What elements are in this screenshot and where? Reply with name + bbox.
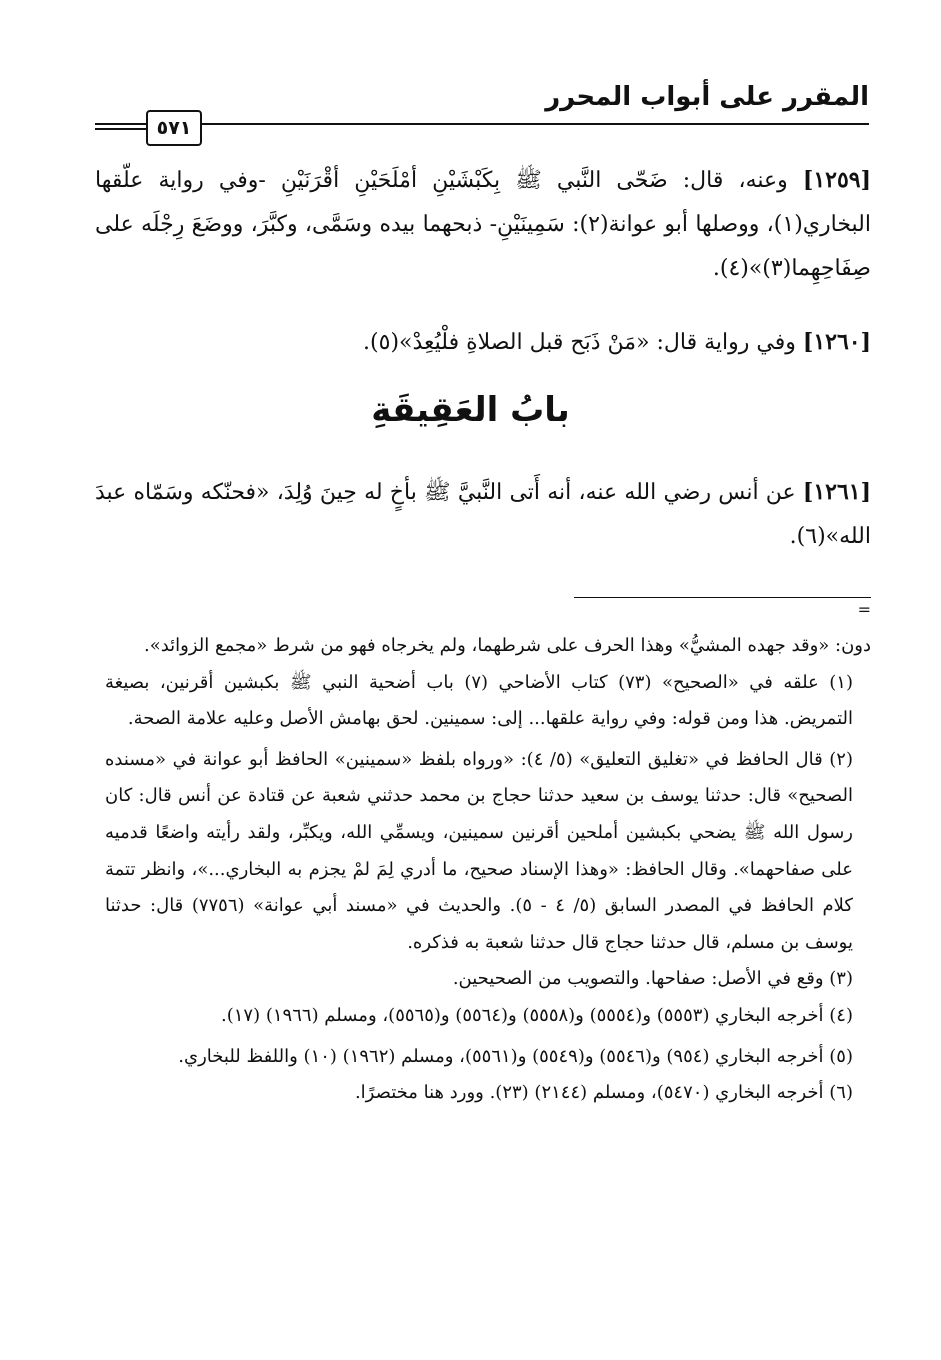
footnote-5: (٥) أخرجه البخاري (٩٥٤) و(٥٥٤٦) و(٥٥٤٩) و(٥٥٦١)، ومسلم (١٩٦٢) (١٠) واللفظ للبخاري. [178,1045,853,1067]
hadith-text: وفي رواية قال: «مَنْ ذَبَح قبل الصلاةِ فلْيُعِدْ»(٥). [363,330,796,355]
hadith-number: [١٢٦٠] [802,329,871,355]
hadith-text: وعنه، قال: ضَحّى النَّبي ﷺ بِكَبْشَيْنِ أمْلَحَيْنِ أقْرَنَيْنِ -وفي رواية علّقها البخاري(١)، ووصلها أبو عوانة(٢): سَمِينَيْنِ- ذبحهما بيده وسَمَّى، وكبَّرَ، ووضَعَ رِجْلَه على صِفَاحِهِما(٣)»(٤). [95,168,871,281]
running-title: المقرر على أبواب المحرر [545,82,869,112]
footnotes [105,628,871,1112]
footnote-2: (٢) قال الحافظ في «تغليق التعليق» (٥/ ٤): «ورواه بلفظ «سمينين» الحافظ أبو عوانة في «مسنده الصحيح» قال: حدثنا يوسف بن سعيد حدثنا حجاج بن محمد حدثني شعبة عن قتادة عن أنس قال: كان رسول الله ﷺ يضحي بكبشين أملحين أقرنين سمينين، ويسمِّي الله، ويكبِّر، ولقد رأيته واضعًا قدميه على صفاحهما». وقال الحافظ: «وهذا الإسناد صحيح، ما أدري لِمَ لمْ يجزم به البخاري...»، وانظر تتمة كلام الحافظ في المصدر السابق (٥/ ٤ - ٥). والحديث في «مسند أبي عوانة» (٧٧٥٦) قال: حدثنا يوسف بن مسلم، قال حدثنا حجاج قال حدثنا شعبة به فذكره. [105,748,853,953]
header-rule-double [95,128,147,130]
header-rule [95,123,869,125]
hadith-number: [١٢٦١] [802,479,871,505]
hadith-1261 [95,470,871,559]
footnote-6: (٦) أخرجه البخاري (٥٤٧٠)، ومسلم (٢١٤٤) (٢٣). وورد هنا مختصرًا. [354,1082,853,1104]
footnote-separator [574,597,871,598]
chapter-title: بابُ العَقِيقَةِ [371,390,570,430]
footnote-1: (١) علقه في «الصحيح» (٧٣) كتاب الأضاحي (٧) باب أضحية النبي ﷺ بكبشين أقرنين، بصيغة التمريض. هذا ومن قوله: وفي رواية علقها... إلى: سمينين. لحق بهامش الأصل وعليه علامة الصحة. [105,671,853,730]
hadith-number: [١٢٥٩] [802,167,871,193]
hadith-1260 [95,320,871,365]
hadith-text: عن أنس رضي الله عنه، أنه أَتى النَّبيَّ ﷺ بأخٍ له حِينَ وُلِدَ، «فحنّكه وسَمّاه عبدَ الله»(٦). [95,480,871,549]
page-number: ٥٧١ [146,110,202,146]
hadith-1259 [95,158,871,291]
footnote-4: (٤) أخرجه البخاري (٥٥٥٣) و(٥٥٥٤) و(٥٥٥٨) و(٥٥٦٤) و(٥٥٦٥)، ومسلم (١٩٦٦) (١٧). [221,1004,853,1026]
footnote-continued: دون: «وقد جهده المشيُّ» وهذا الحرف على شرطهما، ولم يخرجاه فهو من شرط «مجمع الزوائد». [143,635,871,656]
footnote-3: (٣) وقع في الأصل: صفاحها. والتصويب من الصحيحين. [452,968,853,990]
footnote-continuation-marker: = [857,600,871,619]
